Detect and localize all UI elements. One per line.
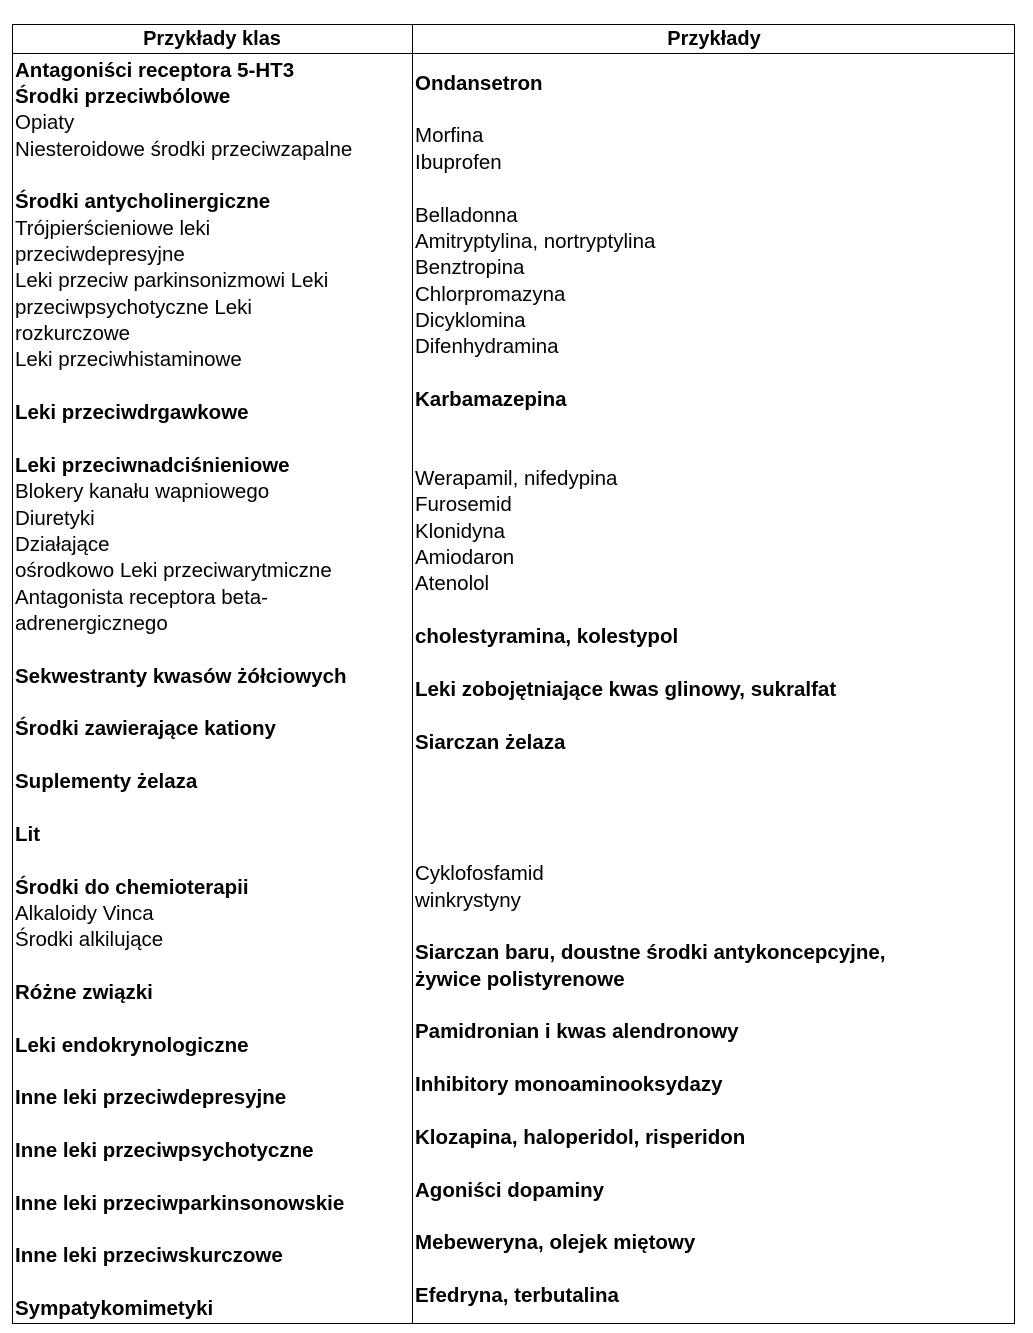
class-entry: Diuretyki xyxy=(15,507,95,530)
example-entry: Ondansetron xyxy=(415,72,543,95)
class-entry: przeciwdepresyjne xyxy=(15,243,185,266)
example-entry: Siarczan żelaza xyxy=(415,731,566,754)
class-entry: adrenergicznego xyxy=(15,612,168,635)
example-entry: Pamidronian i kwas alendronowy xyxy=(415,1020,739,1043)
class-entry: Sympatykomimetyki xyxy=(15,1297,214,1320)
example-entry: Dicyklomina xyxy=(415,309,526,332)
class-entry: przeciwpsychotyczne Leki xyxy=(15,296,252,319)
class-entry: Opiaty xyxy=(15,111,75,134)
class-entry: Działające xyxy=(15,533,110,556)
example-entry: winkrystyny xyxy=(415,889,521,912)
example-entry: Agoniści dopaminy xyxy=(415,1179,605,1202)
class-entry: Alkaloidy Vinca xyxy=(15,902,154,925)
example-entry: Siarczan baru, doustne środki antykoncepcyjne, xyxy=(415,941,886,964)
header-class-examples: Przykłady klas xyxy=(143,28,281,50)
example-entry: Difenhydramina xyxy=(415,335,559,358)
example-entry: Efedryna, terbutalina xyxy=(415,1284,619,1307)
example-entry: Leki zobojętniające kwas glinowy, sukralfat xyxy=(415,678,837,701)
class-entry: Antagonista receptora beta- xyxy=(15,586,268,609)
class-entry: Inne leki przeciwskurczowe xyxy=(15,1244,283,1267)
example-entry: Karbamazepina xyxy=(415,388,567,411)
example-entry: Amiodaron xyxy=(415,546,515,569)
example-entry: żywice polistyrenowe xyxy=(415,968,625,991)
example-entry: Furosemid xyxy=(415,493,512,516)
class-entry: Niesteroidowe środki przeciwzapalne xyxy=(15,138,353,161)
class-entry: Blokery kanału wapniowego xyxy=(15,480,270,503)
example-entry: Atenolol xyxy=(415,572,490,595)
class-entry: Sekwestranty kwasów żółciowych xyxy=(15,665,347,688)
example-entry: Benztropina xyxy=(415,256,525,279)
example-entry: Inhibitory monoaminooksydazy xyxy=(415,1073,723,1096)
class-entry: rozkurczowe xyxy=(15,322,131,345)
class-entry: Środki antycholinergiczne xyxy=(15,190,271,213)
header-divider xyxy=(12,53,1015,54)
class-entry: Środki zawierające kationy xyxy=(15,717,276,740)
header-examples: Przykłady xyxy=(667,28,761,50)
class-entry: Środki do chemioterapii xyxy=(15,876,249,899)
class-entry: Środki alkilujące xyxy=(15,928,164,951)
example-entry: Chlorpromazyna xyxy=(415,283,566,306)
class-entry: Środki przeciwbólowe xyxy=(15,85,231,108)
class-entry: Lit xyxy=(15,823,41,846)
example-entry: Morfina xyxy=(415,124,484,147)
example-entry: Klonidyna xyxy=(415,520,506,543)
class-entry: Leki przeciw parkinsonizmowi Leki xyxy=(15,269,329,292)
class-entry: Leki endokrynologiczne xyxy=(15,1034,249,1057)
class-entry: Suplementy żelaza xyxy=(15,770,198,793)
column-divider xyxy=(412,24,413,1324)
class-entry: Leki przeciwdrgawkowe xyxy=(15,401,249,424)
class-entry: Różne związki xyxy=(15,981,153,1004)
class-entry: Inne leki przeciwpsychotyczne xyxy=(15,1139,314,1162)
example-entry: cholestyramina, kolestypol xyxy=(415,625,679,648)
class-entry: Trójpierścieniowe leki xyxy=(15,217,211,240)
class-entry: Leki przeciwnadciśnieniowe xyxy=(15,454,290,477)
example-entry: Ibuprofen xyxy=(415,151,502,174)
example-entry: Werapamil, nifedypina xyxy=(415,467,618,490)
class-entry: ośrodkowo Leki przeciwarytmiczne xyxy=(15,559,332,582)
example-entry: Cyklofosfamid xyxy=(415,862,544,885)
class-entry: Antagoniści receptora 5-HT3 xyxy=(15,59,295,82)
class-entry: Leki przeciwhistaminowe xyxy=(15,348,242,371)
example-entry: Amitryptylina, nortryptylina xyxy=(415,230,656,253)
class-entry: Inne leki przeciwdepresyjne xyxy=(15,1086,287,1109)
example-entry: Mebeweryna, olejek miętowy xyxy=(415,1231,696,1254)
example-entry: Klozapina, haloperidol, risperidon xyxy=(415,1126,746,1149)
example-entry: Belladonna xyxy=(415,204,518,227)
class-entry: Inne leki przeciwparkinsonowskie xyxy=(15,1192,345,1215)
